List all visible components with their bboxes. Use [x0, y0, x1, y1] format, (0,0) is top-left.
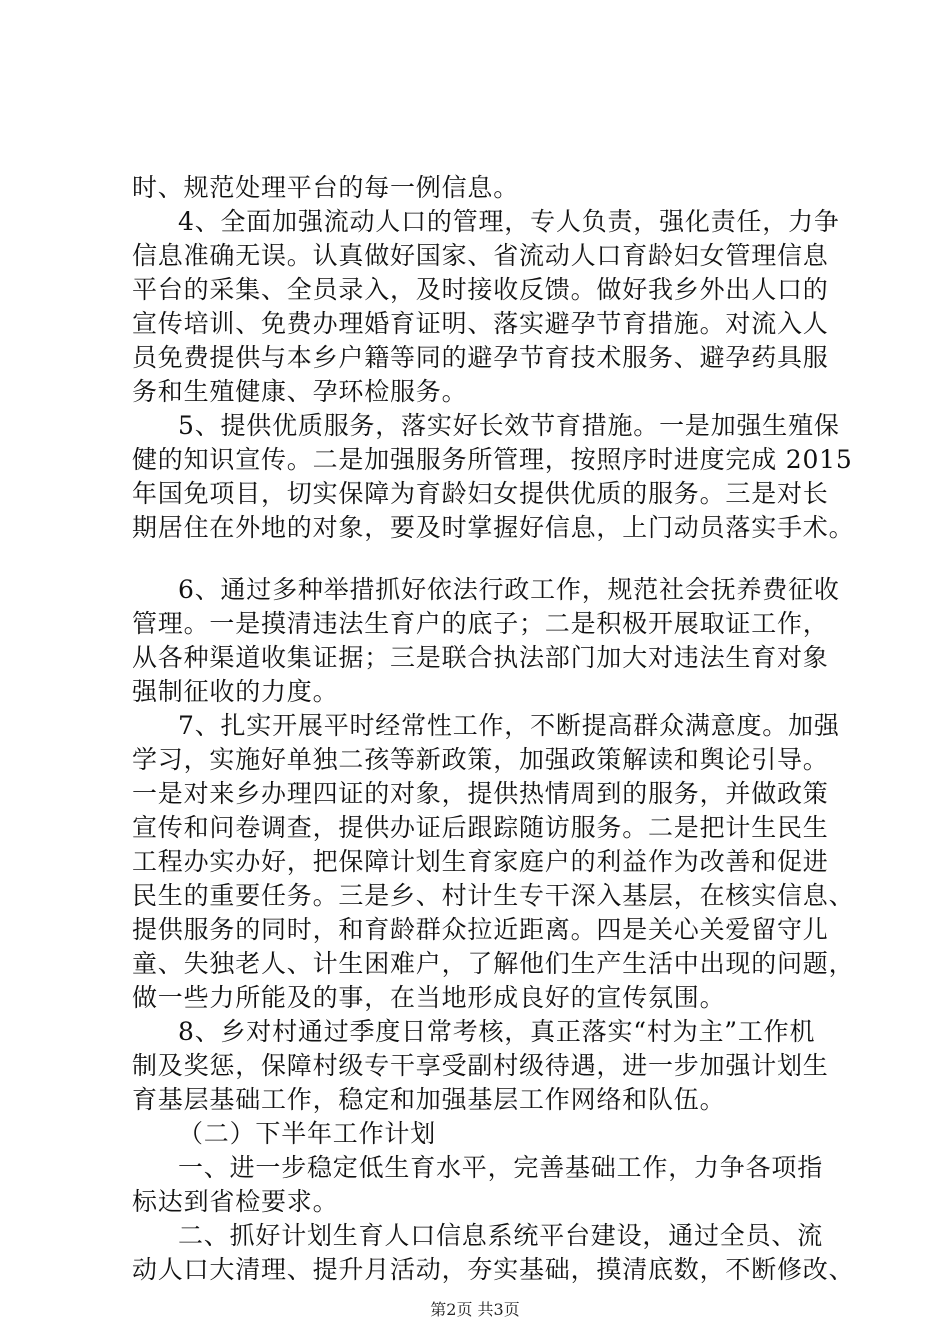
text-line: 期居住在外地的对象，要及时掌握好信息，上门动员落实手术。	[132, 513, 855, 542]
text-line: 制及奖惩，保障村级专干享受副村级待遇，进一步加强计划生	[132, 1051, 829, 1080]
text-line: 强制征收的力度。	[132, 677, 339, 706]
text-line: 童、失独老人、计生困难户，了解他们生产生活中出现的问题，	[132, 949, 855, 978]
text-line: 平台的采集、全员录入，及时接收反馈。做好我乡外出人口的	[132, 275, 829, 304]
text-line: 时、规范处理平台的每一例信息。	[132, 173, 520, 202]
page-number-footer: 第2页 共3页	[430, 1300, 520, 1319]
text-line: 一是对来乡办理四证的对象，提供热情周到的服务，并做政策	[132, 779, 829, 808]
text-line: 育基层基础工作，稳定和加强基层工作网络和队伍。	[132, 1085, 726, 1114]
section-heading: （二）下半年工作计划	[178, 1119, 437, 1148]
text-line: 做一些力所能及的事，在当地形成良好的宣传氛围。	[132, 983, 726, 1012]
text-line: 从各种渠道收集证据；三是联合执法部门加大对违法生育对象	[132, 643, 829, 672]
text-line: 一、进一步稳定低生育水平，完善基础工作，力争各项指	[178, 1153, 824, 1182]
text-line: 工程办实办好，把保障计划生育家庭户的利益作为改善和促进	[132, 847, 829, 876]
text-line: 宣传和问卷调查，提供办证后跟踪随访服务。二是把计生民生	[132, 813, 829, 842]
text-line: 健的知识宣传。二是加强服务所管理，按照序时进度完成 2015	[132, 445, 853, 474]
text-line: 学习，实施好单独二孩等新政策，加强政策解读和舆论引导。	[132, 745, 829, 774]
text-line: 提供服务的同时，和育龄群众拉近距离。四是关心关爱留守儿	[132, 915, 829, 944]
text-line: 管理。一是摸清违法生育户的底子；二是积极开展取证工作，	[132, 609, 829, 638]
text-line: 务和生殖健康、孕环检服务。	[132, 377, 468, 406]
text-line: 信息准确无误。认真做好国家、省流动人口育龄妇女管理信息	[132, 241, 829, 270]
text-line: 年国免项目，切实保障为育龄妇女提供优质的服务。三是对长	[132, 479, 829, 508]
text-line: 5、提供优质服务，落实好长效节育措施。一是加强生殖保	[178, 411, 840, 440]
text-line: 6、通过多种举措抓好依法行政工作，规范社会抚养费征收	[178, 575, 840, 604]
text-line: 4、全面加强流动人口的管理，专人负责，强化责任，力争	[178, 207, 840, 236]
text-line: 动人口大清理、提升月活动，夯实基础，摸清底数，不断修改、	[132, 1255, 855, 1284]
text-line: 7、扎实开展平时经常性工作，不断提高群众满意度。加强	[178, 711, 840, 740]
text-line: 宣传培训、免费办理婚育证明、落实避孕节育措施。对流入人	[132, 309, 829, 338]
text-line: 民生的重要任务。三是乡、村计生专干深入基层，在核实信息、	[132, 881, 855, 910]
text-line: 二、抓好计划生育人口信息系统平台建设，通过全员、流	[178, 1221, 824, 1250]
text-line: 标达到省检要求。	[132, 1187, 339, 1216]
text-line: 员免费提供与本乡户籍等同的避孕节育技术服务、避孕药具服	[132, 343, 829, 372]
text-line: 8、乡对村通过季度日常考核，真正落实“村为主”工作机	[178, 1017, 816, 1046]
